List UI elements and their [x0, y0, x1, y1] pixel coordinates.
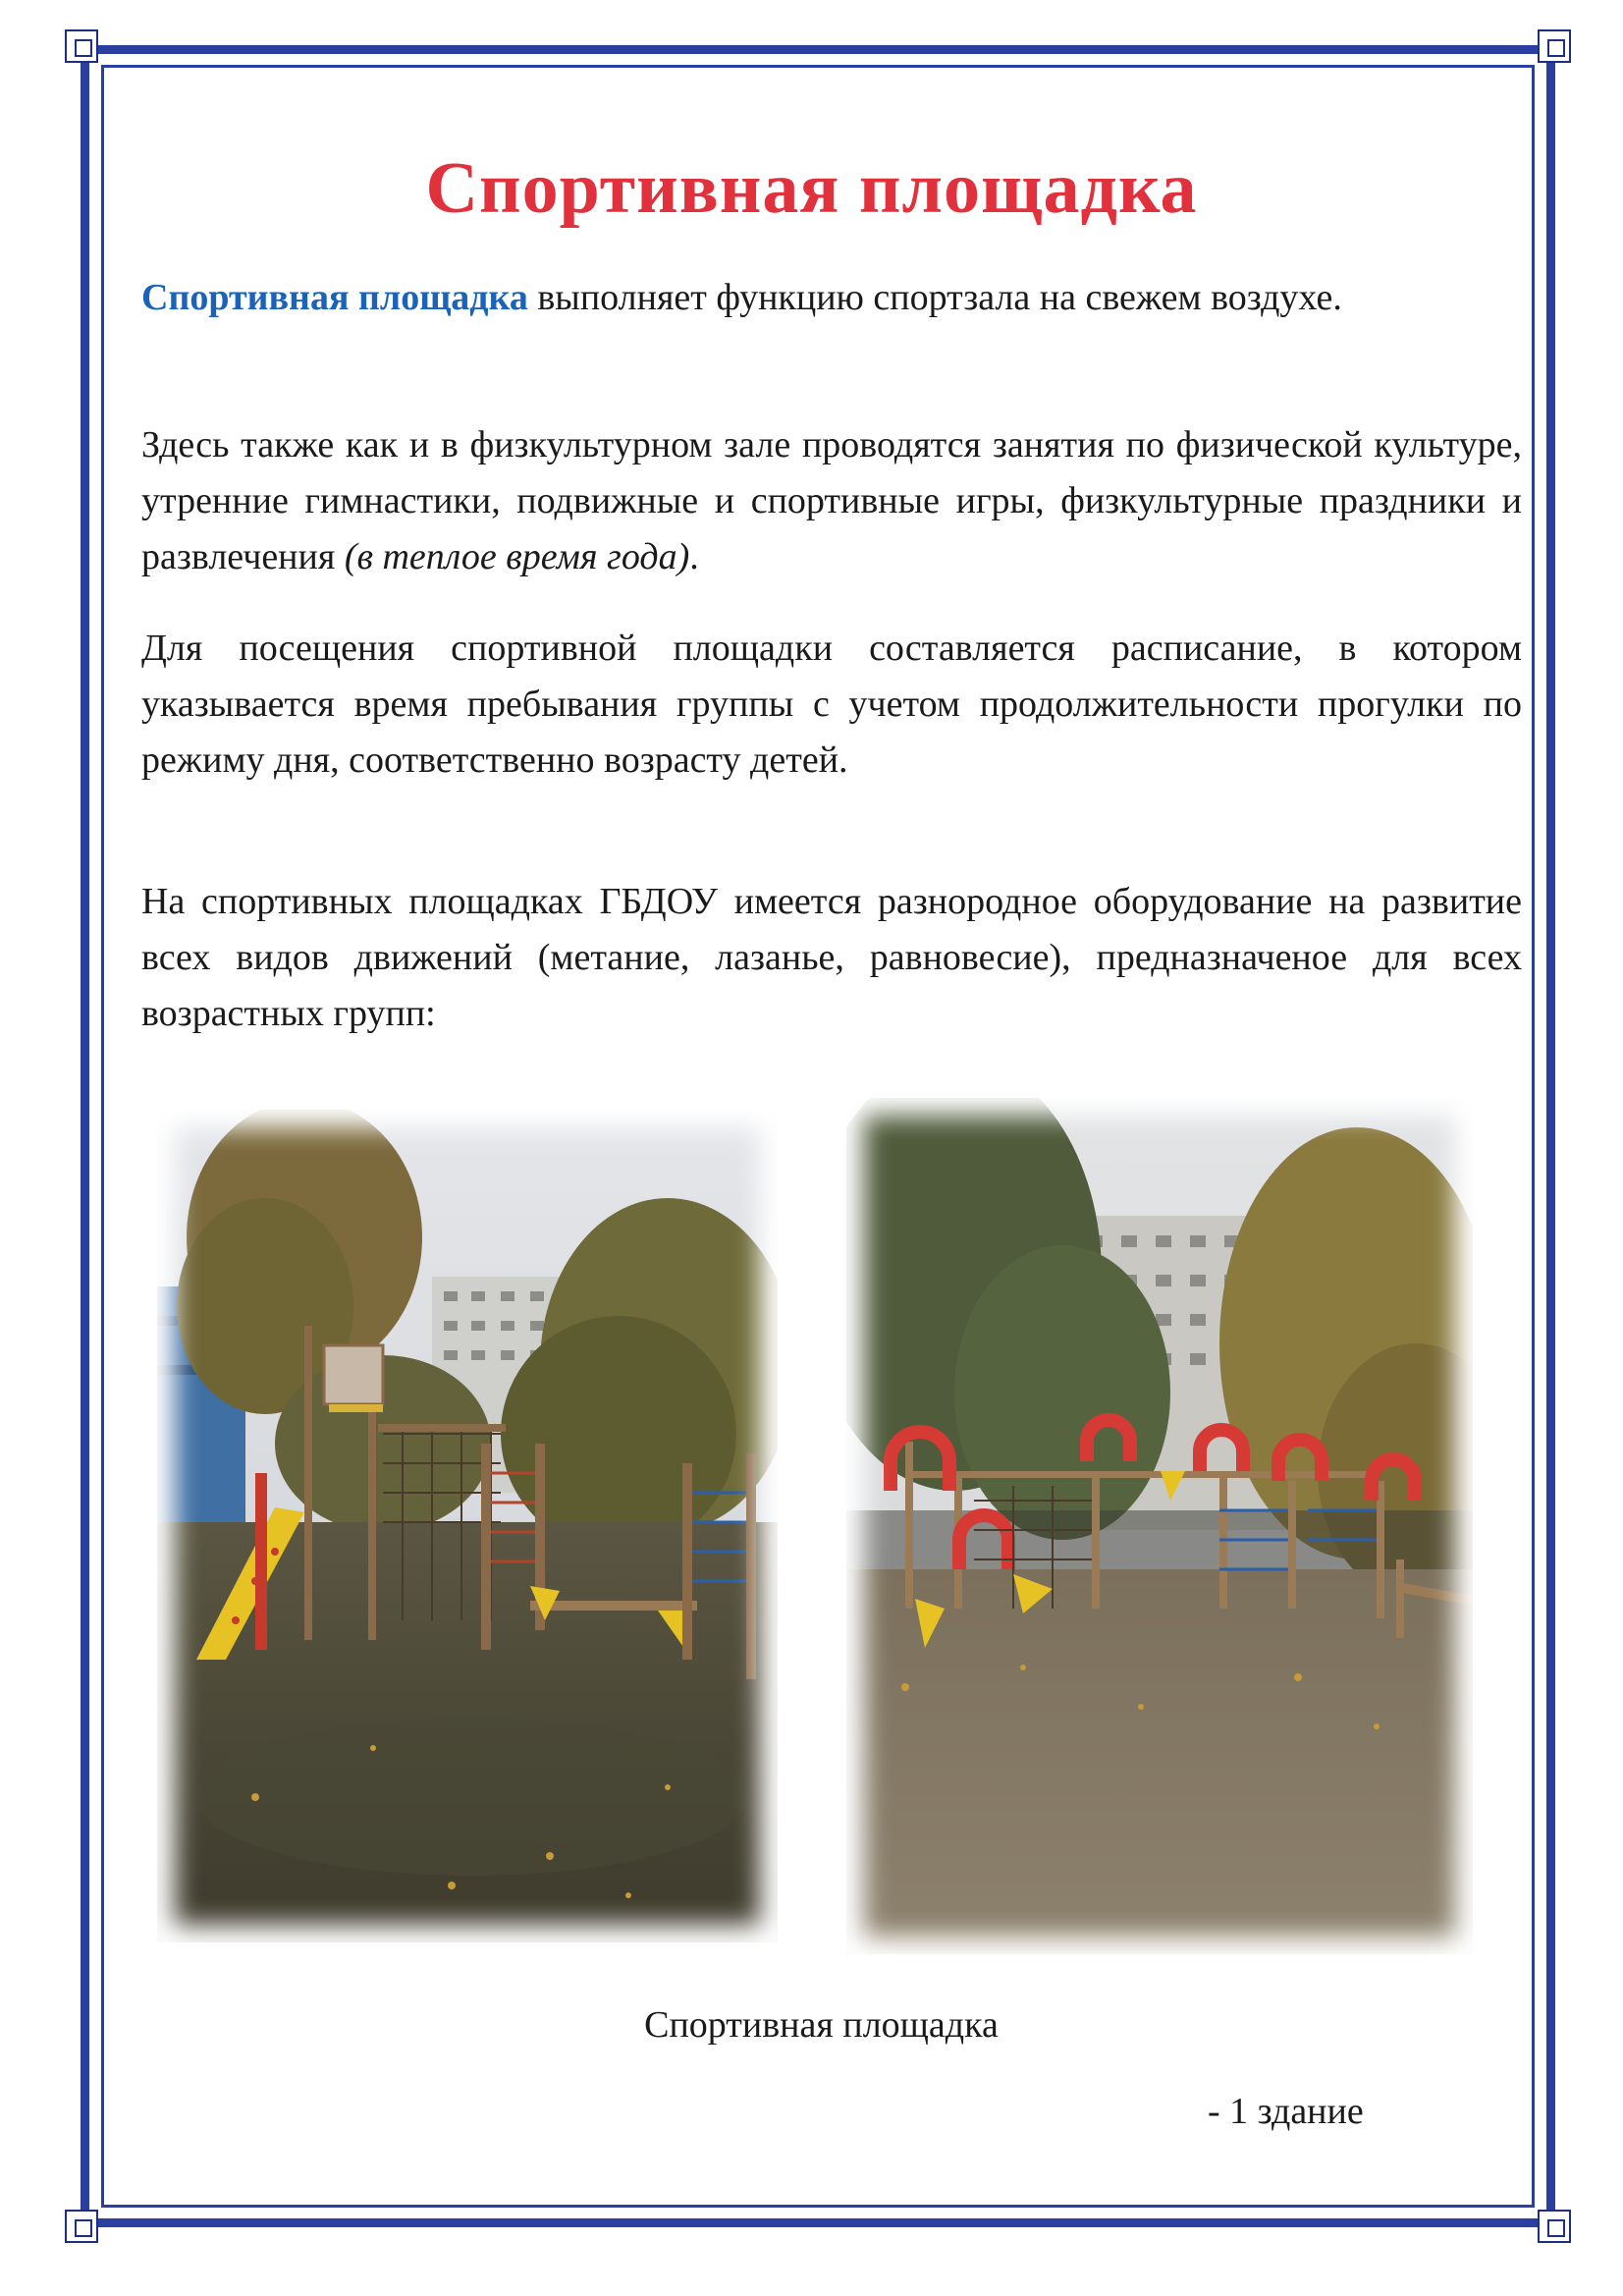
playground-photo-2	[846, 1098, 1473, 1954]
highlighted-term: Спортивная площадка	[141, 277, 528, 318]
playground-photo-1	[157, 1110, 778, 1942]
paragraph-end: .	[689, 536, 699, 577]
paragraph-intro	[141, 270, 1522, 326]
frame-corner-ornament	[1538, 2210, 1571, 2243]
photo-caption: Спортивная площадка	[644, 2004, 999, 2046]
page-title: Спортивная площадка	[425, 147, 1198, 229]
playground-photo-1-image	[157, 1110, 778, 1942]
paragraph-schedule: Для посещения спортивной площадки составляется расписание, в котором указывается время пребывания группы с учетом продолжительности прогулки по режиму дня, соответственно возрасту детей.	[141, 628, 1522, 781]
paragraph-text: выполняет функцию спортзала на свежем воздухе.	[527, 277, 1342, 318]
paragraph-equipment: На спортивных площадках ГБДОУ имеется разнородное оборудование на развитие всех видов движений (метание, лазанье, равновесие), предназначеное для всех возрастных групп:	[141, 881, 1522, 1034]
building-note: - 1 здание	[1208, 2091, 1364, 2132]
frame-corner-ornament	[65, 29, 98, 63]
paragraph-activities	[141, 417, 1522, 585]
frame-corner-ornament	[65, 2210, 98, 2243]
paragraph-text: Здесь также как и в физкультурном зале проводятся занятия по физической культуре, утренние гимнастики, подвижные и спортивные игры, физкультурные праздники и развлечения	[141, 424, 1522, 577]
italic-note: (в теплое время года)	[344, 536, 690, 577]
frame-corner-ornament	[1538, 29, 1571, 63]
playground-photo-2-image	[846, 1098, 1473, 1954]
